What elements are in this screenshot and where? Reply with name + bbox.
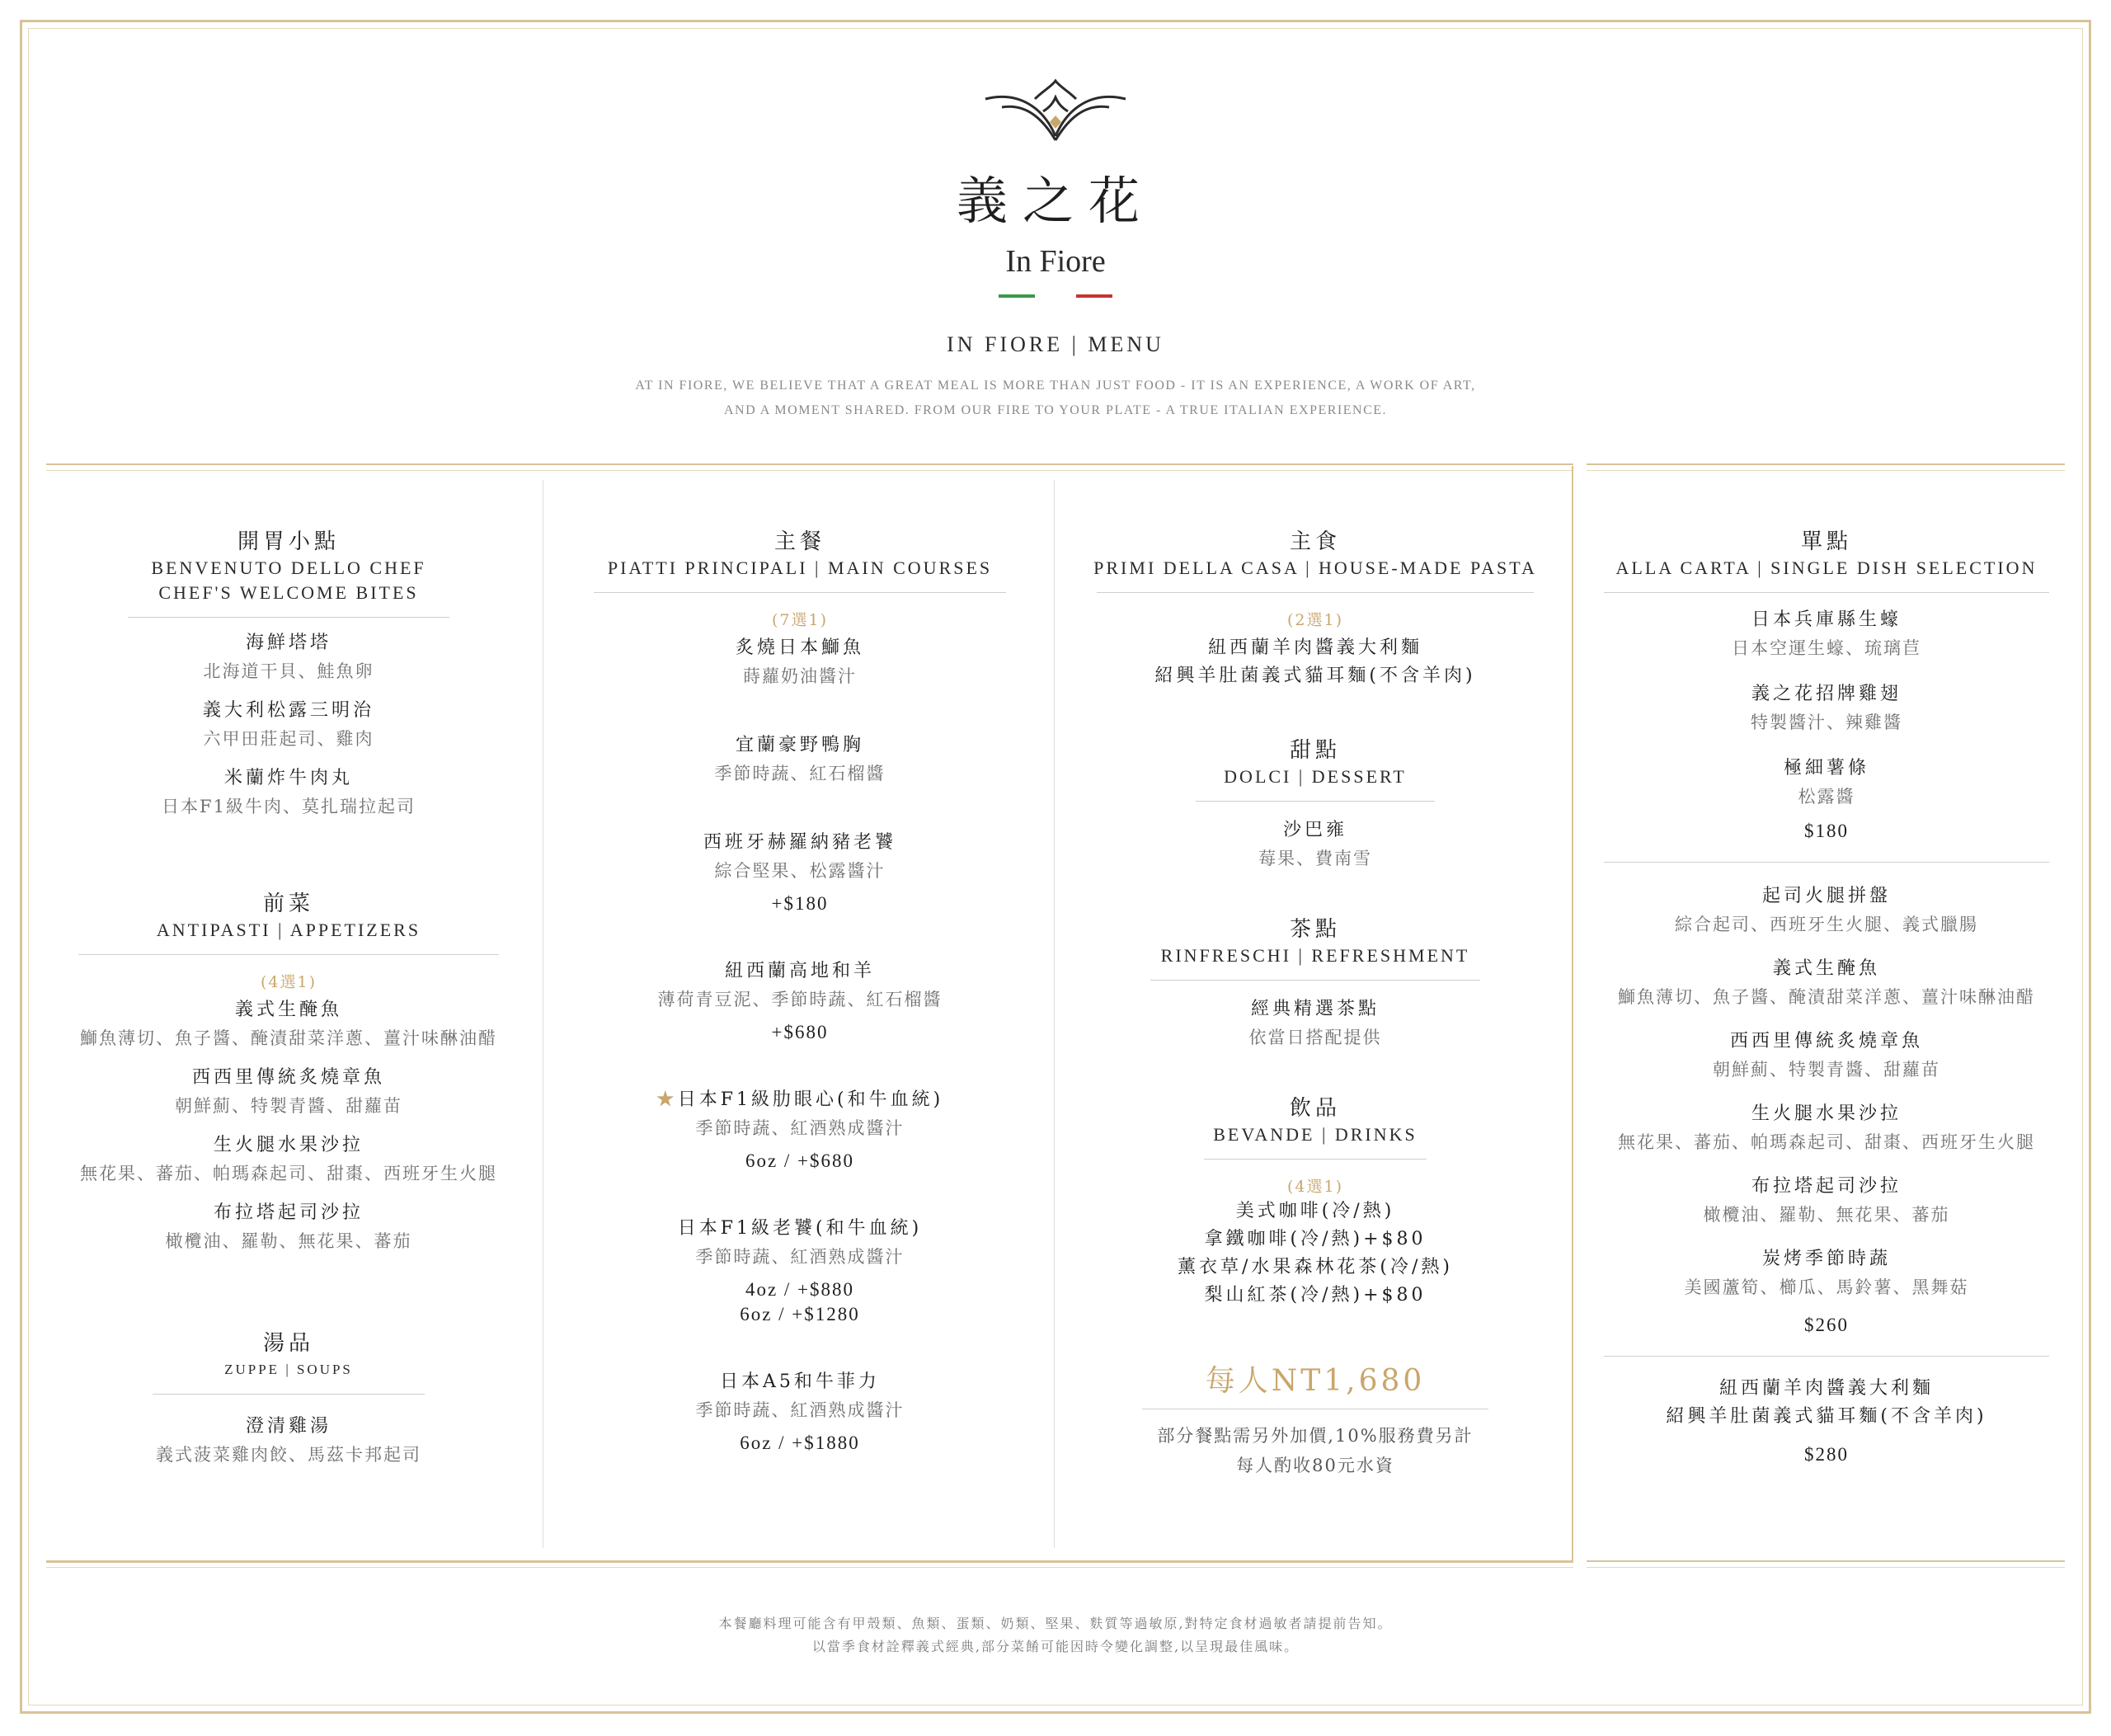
item-name: 生火腿水果沙拉 — [1751, 1103, 1902, 1124]
tagline-line-2: AND A MOMENT SHARED. FROM OUR FIRE TO YOUR PLATE - A TRUE ITALIAN EXPERIENCE. — [723, 403, 1388, 417]
item-desc: 綜合起司、西班牙生火腿、義式臘腸 — [1675, 915, 1978, 934]
item-desc: 義式菠菜雞肉餃、馬茲卡邦起司 — [156, 1445, 421, 1465]
item-name: 日本F1級老饕(和牛血統) — [677, 1218, 923, 1239]
item-desc: 依當日搭配提供 — [1248, 1028, 1382, 1047]
section-title-en: ZUPPE | SOUPS — [224, 1362, 353, 1377]
item-name: 薰衣草/水果森林花茶(冷/熱) — [1178, 1257, 1453, 1277]
bottom-rule-left-thin — [46, 1567, 1573, 1568]
section-antipasti — [58, 890, 520, 1255]
section-divider — [1097, 592, 1534, 593]
menu-item — [58, 1064, 520, 1120]
section-title-en: BENVENUTO DELLO CHEF — [151, 557, 426, 578]
footer-line-1: 本餐廳料理可能含有甲殼類、魚類、蛋類、奶類、堅果、麩質等過敏原,對特定食材過敏者請提前告知。 — [718, 1616, 1393, 1631]
set-price: 每人NT1,680 — [1205, 1364, 1426, 1398]
section-divider — [1604, 592, 2049, 593]
section-title-cn: 飲品 — [1289, 1096, 1341, 1121]
brand-name-english: In Fiore — [1005, 244, 1106, 279]
item-name: 義大利松露三明治 — [202, 700, 374, 721]
section-title-cn: 開胃小點 — [237, 529, 340, 554]
section-title-cn: 主餐 — [773, 529, 825, 554]
section-divider — [594, 592, 1006, 593]
menu-item — [561, 1215, 1039, 1327]
section-title-en: RINFRESCHI | REFRESHMENT — [1160, 945, 1470, 966]
item-desc: 鰤魚薄切、魚子醬、醃漬甜菜洋蔥、薑汁味醂油醋 — [1618, 987, 2035, 1007]
allergen-footer — [0, 1612, 2111, 1658]
item-desc: 無花果、蕃茄、帕瑪森起司、甜棗、西班牙生火腿 — [80, 1164, 497, 1183]
section-title-en: ALLA CARTA | SINGLE DISH SELECTION — [1615, 557, 2038, 578]
item-desc: 季節時蔬、紅石榴醬 — [714, 764, 886, 783]
section-title-en: DOLCI | DESSERT — [1224, 766, 1407, 787]
section-divider — [153, 1394, 425, 1395]
item-desc: 鰤魚薄切、魚子醬、醃漬甜菜洋蔥、薑汁味醂油醋 — [80, 1028, 497, 1048]
choice-note: (4選1) — [1286, 1178, 1343, 1196]
section-title-en: PRIMI DELLA CASA | HOUSE-MADE PASTA — [1093, 557, 1537, 578]
column-main-courses — [561, 528, 1039, 1456]
section-title-cn: 茶點 — [1289, 917, 1341, 942]
section-divider — [1196, 801, 1435, 802]
menu-item — [1591, 606, 2062, 662]
menu-item — [58, 1413, 520, 1469]
section-drinks — [1072, 1094, 1559, 1310]
item-name: 拿鐵咖啡(冷/熱)+$80 — [1204, 1229, 1427, 1249]
item-name: 西西里傳統炙燒章魚 — [1729, 1031, 1923, 1051]
menu-item — [58, 1131, 520, 1188]
item-desc: 綜合堅果、松露醬汁 — [714, 861, 886, 881]
item-name: 澄清雞湯 — [245, 1416, 331, 1437]
top-rule-left — [46, 463, 1573, 465]
section-divider — [1204, 1159, 1427, 1160]
item-name: 義之花招牌雞翅 — [1751, 684, 1902, 704]
menu-item — [561, 829, 1039, 916]
item-price: 6oz / +$1880 — [740, 1433, 860, 1453]
menu-header — [0, 74, 2111, 423]
brand-name-chinese: 義之花 — [956, 171, 1154, 231]
italian-flag-bar — [999, 294, 1112, 298]
group-divider — [1604, 1356, 2049, 1357]
choice-note: (7選1) — [771, 611, 828, 629]
tagline-line-1: AT IN FIORE, WE BELIEVE THAT A GREAT MEAL IS MORE THAN JUST FOOD - IT IS AN EXPERIENCE, A WORK OF ART, — [635, 379, 1476, 393]
item-name: 炙燒日本鰤魚 — [735, 637, 864, 658]
item-desc: 橄欖油、羅勒、無花果、蕃茄 — [165, 1231, 412, 1251]
price-note-1: 部分餐點需另外加價,10%服務費另計 — [1157, 1426, 1474, 1446]
item-name: 紹興羊肚菌義式貓耳麵(不含羊肉) — [1666, 1406, 1987, 1427]
section-title-cn: 前菜 — [262, 892, 314, 916]
item-desc: 蒔蘿奶油醬汁 — [743, 666, 857, 686]
item-price: +$180 — [771, 893, 829, 914]
item-desc: 無花果、蕃茄、帕瑪森起司、甜棗、西班牙生火腿 — [1618, 1132, 2035, 1152]
lotus-logo-icon — [977, 74, 1134, 148]
menu-item — [1591, 680, 2062, 736]
menu-item — [58, 629, 520, 685]
section-refreshment — [1072, 915, 1559, 1051]
menu-item — [561, 634, 1039, 690]
menu-item — [561, 1086, 1039, 1174]
tagline — [0, 374, 2111, 423]
flag-green — [999, 294, 1035, 298]
menu-item — [561, 957, 1039, 1045]
menu-item — [1591, 882, 2062, 939]
item-name: 海鮮塔塔 — [245, 633, 331, 653]
item-name: 日本A5和牛菲力 — [720, 1371, 880, 1392]
item-name: 西西里傳統炙燒章魚 — [191, 1067, 385, 1088]
section-title-cn: 甜點 — [1289, 738, 1341, 763]
section-title-en: PIATTI PRINCIPALI | MAIN COURSES — [607, 557, 993, 578]
item-desc: 松露醬 — [1798, 787, 1855, 807]
column-divider-2 — [1054, 480, 1055, 1548]
menu-item — [561, 732, 1039, 788]
item-name: 梨山紅茶(冷/熱)+$80 — [1204, 1285, 1427, 1306]
bottom-rule-left — [46, 1560, 1573, 1562]
price-note-2: 每人酌收80元水資 — [1236, 1456, 1394, 1475]
menu-item — [58, 996, 520, 1052]
item-desc: 薄荷青豆泥、季節時蔬、紅石榴醬 — [657, 990, 943, 1009]
group-price: $260 — [1804, 1315, 1849, 1335]
menu-item — [58, 764, 520, 821]
item-name: 紐西蘭高地和羊 — [724, 961, 875, 981]
star-icon: ★ — [656, 1089, 678, 1110]
choice-note: (2選1) — [1286, 611, 1343, 629]
flag-white — [1037, 294, 1074, 298]
item-desc: 日本F1級牛肉、莫扎瑞拉起司 — [162, 797, 416, 816]
item-name: 起司火腿拼盤 — [1761, 886, 1891, 906]
item-name: 經典精選茶點 — [1250, 999, 1380, 1019]
item-desc: 橄欖油、羅勒、無花果、蕃茄 — [1703, 1205, 1950, 1225]
menu-item — [1072, 995, 1559, 1051]
item-name: 西班牙赫羅納豬老饕 — [703, 832, 896, 853]
item-desc: 朝鮮薊、特製青醬、甜蘿苗 — [175, 1096, 402, 1116]
section-divider — [78, 954, 499, 955]
flag-red — [1076, 294, 1112, 298]
item-name: 沙巴雍 — [1282, 820, 1347, 840]
item-name: 極細薯條 — [1783, 758, 1869, 779]
menu-item — [1591, 1173, 2062, 1229]
section-title-en: CHEF'S WELCOME BITES — [158, 582, 419, 603]
item-name: 生火腿水果沙拉 — [213, 1135, 364, 1155]
item-price: 6oz / +$1280 — [740, 1304, 860, 1324]
section-dessert — [1072, 736, 1559, 873]
item-desc: 朝鮮薊、特製青醬、甜蘿苗 — [1713, 1060, 1940, 1080]
group-price: $280 — [1804, 1444, 1849, 1465]
section-title-en: BEVANDE | DRINKS — [1213, 1124, 1418, 1145]
section-welcome-bites — [58, 528, 520, 821]
item-name-text: 日本F1級肋眼心(和牛血統) — [677, 1089, 944, 1110]
footer-line-2: 以當季食材詮釋義式經典,部分菜餚可能因時令變化調整,以呈現最佳風味。 — [811, 1639, 1300, 1654]
menu-item — [561, 1368, 1039, 1456]
item-desc: 日本空運生蠔、琉璃苣 — [1732, 638, 1921, 658]
item-name: 紐西蘭羊肉醬義大利麵 — [1718, 1378, 1934, 1399]
item-desc: 季節時蔬、紅酒熟成醬汁 — [695, 1400, 905, 1420]
bottom-rule-right-thin — [1587, 1567, 2065, 1568]
menu-title: IN FIORE | MENU — [947, 332, 1164, 356]
item-name: 布拉塔起司沙拉 — [213, 1202, 364, 1223]
item-desc: 季節時蔬、紅酒熟成醬汁 — [695, 1247, 905, 1267]
item-name: 米蘭炸牛肉丸 — [223, 768, 353, 788]
item-name: 紹興羊肚菌義式貓耳麵(不含羊肉) — [1154, 666, 1476, 686]
menu-item — [58, 697, 520, 753]
bottom-rule-right — [1587, 1560, 2065, 1562]
group-price: $180 — [1804, 821, 1849, 841]
section-title-cn: 湯品 — [262, 1331, 314, 1356]
item-name: 炭烤季節時蔬 — [1761, 1249, 1891, 1269]
item-desc: 季節時蔬、紅酒熟成醬汁 — [695, 1118, 905, 1138]
menu-item — [1591, 1245, 2062, 1301]
section-soups — [58, 1329, 520, 1469]
menu-item — [1591, 1100, 2062, 1156]
item-name: 義式生醃魚 — [234, 1000, 342, 1020]
top-rule-right-thin — [1587, 470, 2065, 471]
menu-item — [1591, 1028, 2062, 1084]
item-name: 義式生醃魚 — [1772, 958, 1880, 979]
item-name — [561, 1086, 1039, 1114]
item-desc: 六甲田莊起司、雞肉 — [203, 729, 374, 749]
menu-item — [1591, 755, 2062, 811]
item-price: 4oz / +$880 — [745, 1279, 855, 1300]
item-name: 美式咖啡(冷/熱) — [1235, 1201, 1395, 1221]
menu-item — [1591, 955, 2062, 1011]
group-divider — [1604, 862, 2049, 863]
item-desc: 特製醬汁、辣雞醬 — [1751, 713, 1902, 732]
section-title-en: ANTIPASTI | APPETIZERS — [156, 920, 421, 940]
item-desc: 北海道干貝、鮭魚卵 — [203, 661, 374, 681]
item-desc: 莓果、費南雪 — [1258, 849, 1372, 868]
column-alla-carta — [1591, 528, 2062, 1467]
column-appetizers — [58, 528, 520, 1469]
item-price: 6oz / +$680 — [745, 1150, 855, 1171]
item-name: 紐西蘭羊肉醬義大利麵 — [1207, 637, 1422, 658]
item-name: 宜蘭豪野鴨胸 — [735, 735, 864, 755]
section-divider — [1150, 980, 1480, 981]
item-name: 布拉塔起司沙拉 — [1751, 1176, 1902, 1197]
choice-note: (4選1) — [260, 973, 317, 991]
section-title-cn: 單點 — [1800, 529, 1852, 554]
section-title-cn: 主食 — [1289, 529, 1341, 554]
top-rule-right — [1587, 463, 2065, 465]
menu-item — [1072, 816, 1559, 873]
menu-item — [58, 1199, 520, 1255]
section-divider — [128, 617, 449, 618]
column-pasta-dessert-drinks — [1072, 528, 1559, 1480]
item-desc: 美國蘆筍、櫛瓜、馬鈴薯、黑舞菇 — [1684, 1277, 1969, 1297]
item-price: +$680 — [771, 1022, 829, 1042]
item-name: 日本兵庫縣生蠔 — [1751, 609, 1902, 630]
